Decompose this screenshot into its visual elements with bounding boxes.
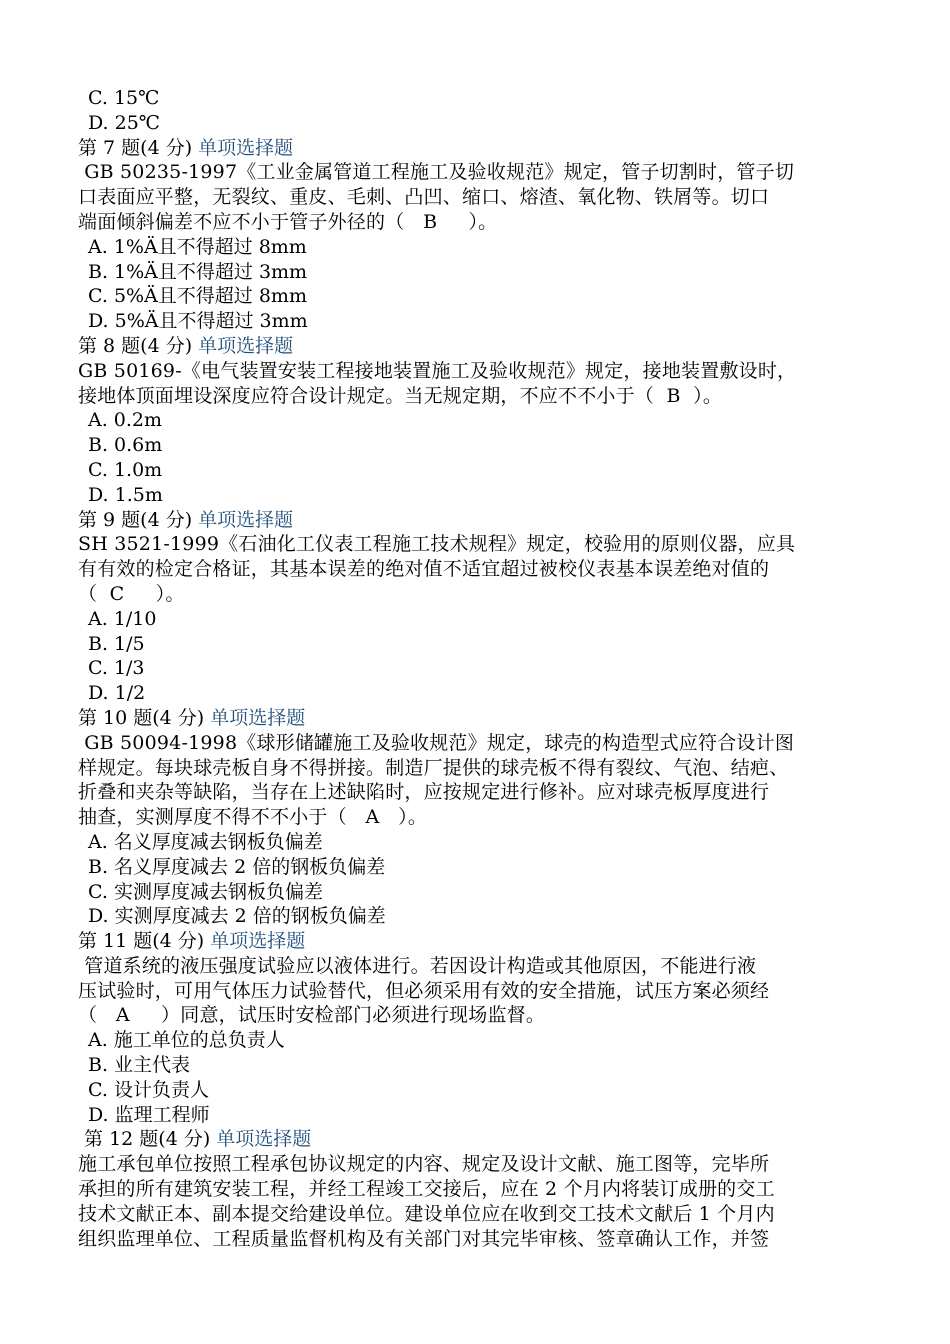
option-d-prev: D. 25℃: [88, 111, 161, 134]
question-text-line: GB 50169-《电气装置安装工程接地装置施工及验收规范》规定，接地装置敷设时，: [78, 359, 797, 382]
question-text-line: 样规定。每块球壳板自身不得拼接。制造厂提供的球壳板不得有裂纹、气泡、结疤、: [78, 756, 789, 779]
question-text-line: 施工承包单位按照工程承包协议规定的内容、规定及设计文献、施工图等，完毕所: [78, 1153, 770, 1176]
question-text-line: 管道系统的液压强度试验应以液体进行。若因设计构造或其他原因，不能进行液: [78, 954, 757, 977]
option-d: D. 监理工程师: [88, 1103, 210, 1126]
question-text-line: 承担的所有建筑安装工程，并经工程竣工交接后，应在 2 个月内将装订成册的交工: [78, 1178, 775, 1201]
option-d: D. 1/2: [88, 682, 146, 705]
question-header: [78, 706, 890, 731]
question-header: [78, 136, 890, 161]
question-text-line: 抽查，实测厚度不得不不小于（ A ）。: [78, 806, 428, 829]
option-c: C. 1/3: [88, 657, 145, 680]
question-text-line: （ C ）。: [78, 582, 185, 605]
question-text-line: GB 50094-1998《球形储罐施工及验收规范》规定，球壳的构造型式应符合设计图: [78, 731, 795, 754]
option-b: B. 1/5: [88, 632, 145, 655]
question-number: 第 10 题(4 分): [78, 706, 205, 729]
question-header: [78, 929, 890, 954]
option-a: A. 施工单位的总负责人: [88, 1029, 285, 1052]
question-9: [78, 508, 890, 706]
question-text-line: 口表面应平整，无裂纹、重皮、毛刺、凸凹、缩口、熔渣、氧化物、铁屑等。切口: [78, 186, 770, 209]
option-c: C. 5%Ä且不得超过 8mm: [88, 285, 307, 308]
question-type: 单项选择题: [198, 136, 294, 159]
option-d: D. 1.5m: [88, 483, 163, 506]
question-header: [78, 334, 890, 359]
question-11: [78, 929, 890, 1127]
question-text-line: 端面倾斜偏差不应不小于管子外径的（ B ）。: [78, 210, 498, 233]
option-c: C. 1.0m: [88, 458, 163, 481]
question-text-line: （ A ）同意，试压时安检部门必须进行现场监督。: [78, 1004, 546, 1027]
question-type: 单项选择题: [198, 334, 294, 357]
question-text-line: 压试验时，可用气体压力试验替代，但必须采用有效的安全措施，试压方案必须经: [78, 979, 770, 1002]
question-type: 单项选择题: [216, 1128, 312, 1151]
option-b: B. 0.6m: [88, 434, 163, 457]
option-a: A. 名义厚度减去钢板负偏差: [88, 830, 323, 853]
question-7: [78, 136, 890, 334]
question-text-line: GB 50235-1997《工业金属管道工程施工及验收规范》规定，管子切割时，管子切: [78, 161, 795, 184]
question-10: [78, 706, 890, 929]
option-b: B. 1%Ä且不得超过 3mm: [88, 260, 308, 283]
question-header: [78, 508, 890, 533]
option-d: D. 5%Ä且不得超过 3mm: [88, 310, 308, 333]
option-a: A. 0.2m: [88, 409, 163, 432]
option-b: B. 业主代表: [88, 1054, 191, 1077]
question-text-line: 组织监理单位、工程质量监督机构及有关部门对其完毕审核、签章确认工作，并签: [78, 1227, 770, 1250]
option-d: D. 实测厚度减去 2 倍的钢板负偏差: [88, 905, 386, 928]
question-12: [78, 1127, 890, 1251]
question-number: 第 7 题(4 分): [78, 136, 193, 159]
option-a: A. 1/10: [88, 607, 157, 630]
question-text-line: 接地体顶面埋设深度应符合设计规定。当无规定期，不应不不小于（ B ）。: [78, 384, 723, 407]
option-c-prev: C. 15℃: [88, 87, 160, 109]
option-b: B. 名义厚度减去 2 倍的钢板负偏差: [88, 855, 386, 878]
option-c: C. 实测厚度减去钢板负偏差: [88, 880, 323, 903]
question-header: [78, 1127, 890, 1152]
question-number: 第 12 题(4 分): [78, 1128, 211, 1151]
question-text-line: SH 3521-1999《石油化工仪表工程施工技术规程》规定，校验用的原则仪器，应具: [78, 533, 796, 556]
document-page: [78, 86, 890, 1251]
option-c: C. 设计负责人: [88, 1078, 209, 1101]
option-a: A. 1%Ä且不得超过 8mm: [88, 235, 307, 258]
question-text-line: 有有效的检定合格证，其基本误差的绝对值不适宜超过被校仪表基本误差绝对值的: [78, 558, 770, 581]
question-number: 第 11 题(4 分): [78, 930, 205, 953]
question-number: 第 8 题(4 分): [78, 334, 193, 357]
question-type: 单项选择题: [210, 706, 306, 729]
question-8: [78, 334, 890, 508]
question-text-line: 技术文献正本、副本提交给建设单位。建设单位应在收到交工技术文献后 1 个月内: [78, 1202, 775, 1225]
question-number: 第 9 题(4 分): [78, 508, 193, 531]
question-text-line: 折叠和夹杂等缺陷，当存在上述缺陷时，应按规定进行修补。应对球壳板厚度进行: [78, 781, 770, 804]
question-type: 单项选择题: [198, 508, 294, 531]
question-type: 单项选择题: [210, 930, 306, 953]
